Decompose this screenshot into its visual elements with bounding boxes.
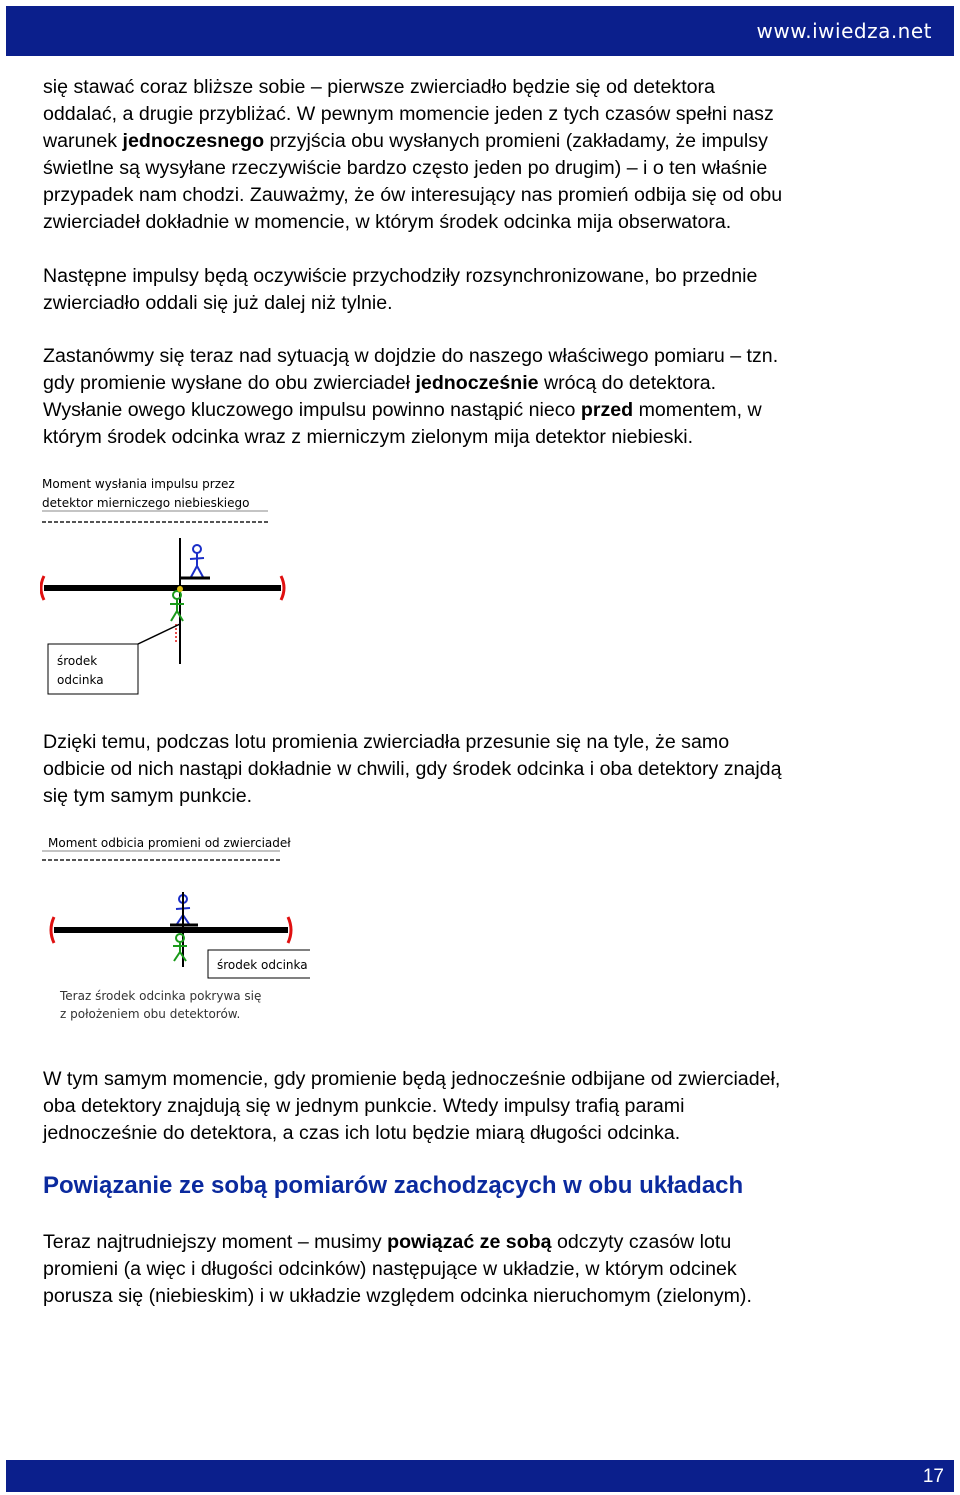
paragraph-next-impulses: Następne impulsy będą oczywiście przychodziły rozsynchronizowane, bo przednie zwierciadło oddali się już dalej niż tylnie.: [43, 265, 758, 314]
segment-rod: [44, 585, 281, 591]
page-number: 17: [922, 1466, 944, 1487]
figure1-label-line1: środek: [57, 654, 98, 668]
paragraph-linking-measurements: Teraz najtrudniejszy moment – musimy powiązać ze sobą odczyty czasów lotu promieni (a więc i długości odcinków) następujące w układzie, w którym odcinek porusza się (niebieskim) i w układzie względem odcinka nieruchomym (zielonym).: [43, 1231, 752, 1307]
figure2-label: środek odcinka: [217, 958, 308, 972]
rear-mirror: [41, 576, 44, 600]
paragraph-mirror-timing: się stawać coraz bliższe sobie – pierwsze zwierciadło będzie się od detektora oddalać, a drugie przybliżać. W pewnym momencie jeden z tych czasów spełni nasz warunek jednoczesnego przyjścia obu wysłanych promieni (zakładamy, że impulsy świetlne są wysyłane rzeczywiście bardzo często jeden po drugim) – i o ten właśnie przypadek nam chodzi. Zauważmy, że ów interesujący nas promień odbija się od obu zwierciadeł dokładnie w momencie, w którym środek odcinka mija obserwatora.: [43, 76, 783, 233]
segment-rod-2: [54, 927, 288, 933]
figure1-caption-line1: Moment wysłania impulsu przez: [42, 477, 235, 491]
figure2-caption: Moment odbicia promieni od zwierciadeł: [48, 836, 291, 850]
figure1-label-line2: odcinka: [57, 673, 104, 687]
paragraph-same-moment: W tym samym momencie, gdy promienie będą jednocześnie odbijane od zwierciadeł, oba detektory znajdują się w jednym punkcie. Wtedy impulsy trafią parami jednocześnie do detektora, a czas ich lotu będzie miarą długości odcinka.: [43, 1068, 781, 1144]
footer-bar: [6, 1460, 954, 1492]
front-mirror-2: [288, 917, 291, 943]
figure1-caption-line2: detektor mierniczego niebieskiego: [42, 496, 250, 510]
header-bar: [6, 6, 954, 56]
front-mirror: [281, 576, 284, 600]
figure-reflection-moment: [40, 832, 310, 1027]
rear-mirror-2: [51, 917, 54, 943]
figure2-note-line2: z położeniem obu detektorów.: [60, 1007, 241, 1021]
section-heading: Powiązanie ze sobą pomiarów zachodzących w obu układach: [43, 1172, 744, 1199]
paragraph-reflection: Dzięki temu, podczas lotu promienia zwierciadła przesunie się na tyle, że samo odbicie od nich nastąpi dokładnie w chwili, gdy środek odcinka i oba detektory znajdą się tym samym punkcie.: [43, 731, 782, 807]
green-meter-figure: [170, 591, 184, 621]
paragraph-measurement: Zastanówmy się teraz nad sytuacją w dojdzie do naszego właściwego pomiaru – tzn. gdy promienie wysłane do obu zwierciadeł jednocześnie wrócą do detektora. Wysłanie owego kluczowego impulsu powinno nastąpić nieco przed momentem, w którym środek odcinka wraz z mierniczym zielonym mija detektor niebieski.: [43, 345, 779, 448]
figure2-note-line1: Teraz środek odcinka pokrywa się: [60, 989, 262, 1003]
beam-origin: [177, 586, 183, 592]
green-meter-figure-2: [173, 934, 187, 961]
blue-detector-figure: [190, 545, 204, 577]
site-url[interactable]: www.iwiedza.net: [756, 19, 932, 43]
figure-impulse-sent: [40, 474, 300, 699]
